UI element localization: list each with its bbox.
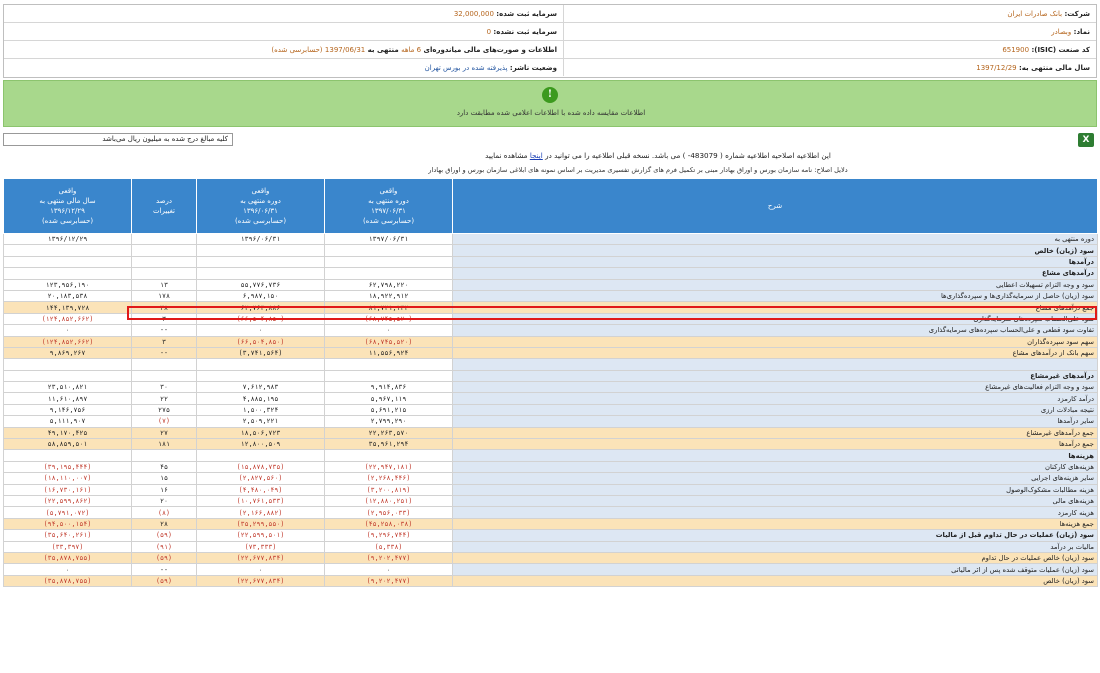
cell-description: سود و وجه التزام تسهیلات اعطایی [453, 279, 1098, 290]
symbol-link[interactable]: وبصادر [1051, 28, 1072, 36]
publisher-status-cell [4, 59, 564, 76]
cell-prior-period [197, 268, 325, 279]
cell-year-actual: ۵۸,۸۵۹,۵۰۱ [4, 439, 132, 450]
cell-description: درآمدهای غیرمشاع [453, 370, 1098, 381]
info-row [4, 23, 1096, 41]
cell-change-percent: ۲۷۵ [132, 404, 197, 415]
cell-description: هزینه‌های مالی [453, 495, 1098, 506]
cell-current-period: (۹,۲۰۲,۴۷۷) [325, 552, 453, 563]
cell-current-period: (۲۲,۹۴۷,۱۸۱) [325, 461, 453, 472]
info-row [4, 41, 1096, 59]
cell-current-period: (۶۸,۷۴۵,۵۲۰) [325, 336, 453, 347]
cell-change-percent: ۳۸ [132, 302, 197, 313]
cell-year-actual: (۳۳,۳۹۷) [4, 541, 132, 552]
cell-description: هزینه‌ها [453, 450, 1098, 461]
cell-prior-period: ۱۲,۸۰۰,۵۰۹ [197, 439, 325, 450]
cell-change-percent: ۱۵ [132, 473, 197, 484]
cell-description: سود (زیان) خالص [453, 575, 1098, 586]
fiscal-year-value: 1397/12/29 [976, 64, 1017, 72]
table-row [4, 404, 1098, 415]
cell-current-period: ۲۲,۲۶۳,۵۷۰ [325, 427, 453, 438]
cell-change-percent: (۸) [132, 507, 197, 518]
cell-prior-period: ۱۸,۵۰۶,۷۲۳ [197, 427, 325, 438]
cell-current-period: ۶۲,۷۹۸,۲۲۰ [325, 279, 453, 290]
cell-current-period: (۶۸,۷۴۵,۵۲۰) [325, 313, 453, 324]
income-statement-table [3, 178, 1098, 587]
cell-year-actual: (۱۲۴,۸۵۲,۶۶۲) [4, 336, 132, 347]
table-row [4, 507, 1098, 518]
cell-prior-period: (۴,۴۸۰,۰۴۹) [197, 484, 325, 495]
cell-current-period: ۵,۶۹۱,۲۱۵ [325, 404, 453, 415]
cell-year-actual [4, 359, 132, 370]
cell-current-period [325, 359, 453, 370]
col-header-prior-period: واقعی دوره منتهی به ۱۳۹۶/۰۶/۳۱ (حسابرسی شده) [197, 179, 325, 234]
cell-change-percent: -- [132, 325, 197, 336]
cell-current-period: (۴۵,۲۵۸,۰۳۸) [325, 518, 453, 529]
cell-year-actual: ۱۲۳,۹۵۶,۱۹۰ [4, 279, 132, 290]
company-cell [564, 5, 1096, 22]
previous-version-link[interactable]: اینجا [529, 151, 543, 160]
statement-status: (حسابرسی شده) [271, 46, 323, 54]
notice-number: ( 483079- ) [682, 151, 723, 160]
cell-year-actual: (۱۲۴,۸۵۲,۶۶۲) [4, 313, 132, 324]
fiscal-year-label: سال مالی منتهی به: [1019, 64, 1090, 72]
cell-prior-period: ۰ [197, 564, 325, 575]
cell-year-actual: ۰ [4, 325, 132, 336]
table-row [4, 575, 1098, 586]
col-header-description: شرح [453, 179, 1098, 234]
cell-current-period: (۹,۲۰۲,۴۷۷) [325, 575, 453, 586]
cell-prior-period: ۱,۵۰۰,۳۲۴ [197, 404, 325, 415]
registered-capital-value: 32,000,000 [453, 10, 494, 18]
table-row [4, 473, 1098, 484]
notice-pre: این اطلاعیه اصلاحیه اطلاعیه شماره [725, 151, 831, 160]
isic-label: کد صنعت (ISIC): [1031, 46, 1090, 54]
table-row [4, 336, 1098, 347]
cell-description: جمع درآمدهای مشاع [453, 302, 1098, 313]
cell-change-percent: (۷) [132, 416, 197, 427]
table-row [4, 393, 1098, 404]
cell-description: سود (زیان) خالص [453, 245, 1098, 256]
statement-end-label: منتهی به [367, 46, 399, 54]
cell-change-percent: ۳۰ [132, 382, 197, 393]
cell-change-percent: ۲۷ [132, 427, 197, 438]
cell-description: سایر درآمدها [453, 416, 1098, 427]
table-row [4, 495, 1098, 506]
cell-current-period: ۳۵,۹۶۱,۲۹۴ [325, 439, 453, 450]
publisher-status-label: وضعیت ناشر: [509, 64, 557, 72]
statement-period: 6 ماهه [401, 46, 422, 54]
cell-prior-period: ۲,۵۰۹,۲۲۱ [197, 416, 325, 427]
cell-prior-period: (۲۲,۵۹۹,۵۰۱) [197, 530, 325, 541]
cell-prior-period: ۶,۹۸۷,۱۵۰ [197, 290, 325, 301]
cell-change-percent [132, 370, 197, 381]
cell-change-percent [132, 450, 197, 461]
cell-description: تفاوت سود قطعی و علی‌الحساب سپرده‌های سرمایه‌گذاری [453, 325, 1098, 336]
statement-end-date: 1397/06/31 [324, 46, 366, 54]
cell-year-actual: ۴۹,۱۷۰,۴۲۵ [4, 427, 132, 438]
cell-change-percent [132, 234, 197, 245]
cell-change-percent: ۲۸ [132, 518, 197, 529]
cell-description: سایر هزینه‌های اجرایی [453, 473, 1098, 484]
table-row [4, 427, 1098, 438]
correction-reason: دلایل اصلاح: نامه سازمان بورس و اوراق بهادار مبنی بر تکمیل فرم های گزارش تفسیری مدیریت بر اساس نمونه های ابلاغی سازمان بورس و اوراق بهادار [428, 166, 848, 174]
cell-prior-period: (۱۵,۸۷۸,۷۳۵) [197, 461, 325, 472]
cell-prior-period [197, 245, 325, 256]
table-row [4, 564, 1098, 575]
cell-year-actual: ۰ [4, 564, 132, 575]
cell-prior-period: (۶۶,۵۰۴,۸۵۰) [197, 313, 325, 324]
cell-description: سود (زیان) حاصل از سرمایه‌گذاری‌ها و سپرده‌گذاری‌ها [453, 290, 1098, 301]
cell-year-actual: ۹,۱۴۶,۷۵۶ [4, 404, 132, 415]
excel-icon[interactable]: X [1078, 133, 1094, 147]
symbol-cell [564, 23, 1096, 40]
cell-description: سهم بانک از درآمدهای مشاع [453, 347, 1098, 358]
cell-current-period: ۰ [325, 325, 453, 336]
registered-capital-cell [4, 5, 564, 22]
cell-year-actual: ۱۳۹۶/۱۲/۲۹ [4, 234, 132, 245]
table-row [4, 370, 1098, 381]
cell-description: سود علی‌الحساب سپرده‌های سرمایه‌گذاری [453, 313, 1098, 324]
cell-year-actual [4, 450, 132, 461]
cell-change-percent [132, 256, 197, 267]
cell-description: جمع درآمدها [453, 439, 1098, 450]
cell-prior-period: (۷۳,۳۳۳) [197, 541, 325, 552]
cell-prior-period: (۳۵,۲۹۹,۵۵۰) [197, 518, 325, 529]
cell-change-percent: ۱۷۸ [132, 290, 197, 301]
cell-current-period: (۲,۲۶۸,۴۴۶) [325, 473, 453, 484]
cell-year-actual: (۵,۷۹۱,۰۷۲) [4, 507, 132, 518]
cell-description: درآمدها [453, 256, 1098, 267]
cell-change-percent: (۵۹) [132, 552, 197, 563]
cell-prior-period: ۶۲,۷۶۳,۸۸۶ [197, 302, 325, 313]
cell-current-period: (۱۲,۸۸۰,۲۵۱) [325, 495, 453, 506]
cell-description: جمع هزینه‌ها [453, 518, 1098, 529]
cell-year-actual: ۵,۱۱۱,۹۰۷ [4, 416, 132, 427]
table-row [4, 450, 1098, 461]
cell-prior-period: (۶۶,۵۰۴,۸۵۰) [197, 336, 325, 347]
col-header-current-period: واقعی دوره منتهی به ۱۳۹۷/۰۶/۳۱ (حسابرسی شده) [325, 179, 453, 234]
cell-description: هزینه‌های کارکنان [453, 461, 1098, 472]
cell-description: درآمد کارمزد [453, 393, 1098, 404]
cell-change-percent: (۵۹) [132, 530, 197, 541]
check-icon: ! [542, 87, 558, 103]
cell-description: سود (زیان) خالص عملیات در حال تداوم [453, 552, 1098, 563]
info-row [4, 59, 1096, 77]
correction-notice [240, 151, 1076, 160]
cell-prior-period: ۰ [197, 325, 325, 336]
company-info-panel [3, 4, 1097, 78]
cell-prior-period: (۱۰,۷۶۱,۵۳۳) [197, 495, 325, 506]
cell-year-actual: ۱۴۴,۱۳۹,۷۲۸ [4, 302, 132, 313]
cell-year-actual: (۳۵,۶۴۰,۲۶۱) [4, 530, 132, 541]
cell-current-period: ۲,۷۹۹,۲۹۰ [325, 416, 453, 427]
table-row [4, 382, 1098, 393]
cell-year-actual: (۱۶,۷۳۰,۱۶۱) [4, 484, 132, 495]
cell-current-period: ۸۱,۷۲۱,۱۳۲ [325, 302, 453, 313]
company-name-link[interactable]: بانک صادرات ایران [1007, 10, 1063, 18]
cell-year-actual: ۱۱,۶۱۰,۸۹۷ [4, 393, 132, 404]
table-header-row [4, 179, 1098, 234]
cell-change-percent: ۱۶ [132, 484, 197, 495]
isic-value: 651900 [1002, 46, 1030, 54]
cell-prior-period: (۲,۸۲۷,۵۶۰) [197, 473, 325, 484]
cell-description: سود (زیان) عملیات متوقف شده پس از اثر مالیاتی [453, 564, 1098, 575]
notice-post: مشاهده نمایید [485, 151, 528, 160]
cell-year-actual: ۹,۸۶۹,۲۶۷ [4, 347, 132, 358]
cell-prior-period: ۴,۸۸۵,۱۹۵ [197, 393, 325, 404]
cell-current-period: ۵,۹۶۷,۱۱۹ [325, 393, 453, 404]
table-row [4, 530, 1098, 541]
cell-prior-period [197, 450, 325, 461]
cell-description: هزینه کارمزد [453, 507, 1098, 518]
cell-current-period [325, 268, 453, 279]
cell-year-actual [4, 256, 132, 267]
col-header-year-actual: واقعی سال مالی منتهی به ۱۳۹۶/۱۲/۲۹ (حسابرسی شده) [4, 179, 132, 234]
registered-capital-label: سرمایه ثبت شده: [496, 10, 557, 18]
symbol-label: نماد: [1073, 28, 1090, 36]
cell-description: هزینه مطالبات مشکوک‌الوصول [453, 484, 1098, 495]
table-row [4, 325, 1098, 336]
unregistered-capital-label: سرمایه ثبت نشده: [493, 28, 557, 36]
col-header-change-percent: درصد تغییرات [132, 179, 197, 234]
table-row [4, 279, 1098, 290]
cell-current-period: ۱۳۹۷/۰۶/۳۱ [325, 234, 453, 245]
cell-description: سهم سود سپرده‌گذاران [453, 336, 1098, 347]
cell-year-actual: (۳۵,۸۷۸,۷۵۵) [4, 575, 132, 586]
statement-title-cell [4, 41, 564, 58]
cell-description: مالیات بر درآمد [453, 541, 1098, 552]
cell-year-actual: (۳۵,۸۷۸,۷۵۵) [4, 552, 132, 563]
statement-label: اطلاعات و صورت‌های مالی میاندوره‌ای [423, 46, 557, 54]
units-note: کلیه مبالغ درج شده به میلیون ریال می‌باشد [3, 133, 233, 146]
cell-prior-period: (۳,۷۴۱,۵۶۴) [197, 347, 325, 358]
cell-description: سود (زیان) عملیات در حال تداوم قبل از مالیات [453, 530, 1098, 541]
cell-prior-period: ۷,۶۱۲,۹۸۳ [197, 382, 325, 393]
table-row [4, 359, 1098, 370]
table-row [4, 552, 1098, 563]
cell-prior-period [197, 370, 325, 381]
table-row [4, 302, 1098, 313]
cell-change-percent: ۱۳ [132, 279, 197, 290]
cell-change-percent [132, 268, 197, 279]
cell-prior-period: (۲,۱۶۶,۸۸۲) [197, 507, 325, 518]
cell-year-actual: (۳۹,۱۹۵,۴۴۴) [4, 461, 132, 472]
table-row [4, 461, 1098, 472]
cell-description: درآمدهای مشاع [453, 268, 1098, 279]
cell-year-actual: (۹۴,۵۰۰,۱۵۴) [4, 518, 132, 529]
table-row [4, 541, 1098, 552]
cell-current-period [325, 245, 453, 256]
cell-change-percent: ۱۸۱ [132, 439, 197, 450]
table-row [4, 347, 1098, 358]
isic-cell [564, 41, 1096, 58]
cell-current-period: ۹,۹۱۴,۸۳۶ [325, 382, 453, 393]
cell-change-percent: -- [132, 564, 197, 575]
cell-change-percent: (۹۱) [132, 541, 197, 552]
cell-change-percent: ۳ [132, 313, 197, 324]
table-row [4, 234, 1098, 245]
unregistered-capital-value: 0 [486, 28, 492, 36]
cell-change-percent [132, 359, 197, 370]
cell-current-period [325, 450, 453, 461]
cell-year-actual [4, 245, 132, 256]
table-row [4, 313, 1098, 324]
cell-current-period: (۹,۲۹۶,۷۴۴) [325, 530, 453, 541]
table-body [4, 234, 1098, 587]
validation-message: اطلاعات مقایسه داده شده با اطلاعات اعلامی شده مطابقت دارد [456, 109, 646, 117]
cell-year-actual [4, 268, 132, 279]
table-row [4, 245, 1098, 256]
cell-current-period: (۵,۳۳۸) [325, 541, 453, 552]
cell-prior-period: (۲۲,۶۷۷,۸۳۴) [197, 575, 325, 586]
cell-current-period: (۳,۲۰۰,۸۱۹) [325, 484, 453, 495]
cell-current-period: (۲,۹۵۶,۰۳۳) [325, 507, 453, 518]
cell-change-percent: ۲۲ [132, 393, 197, 404]
cell-current-period: ۰ [325, 564, 453, 575]
table-row [4, 256, 1098, 267]
table-row [4, 290, 1098, 301]
cell-prior-period [197, 256, 325, 267]
validation-banner [3, 80, 1097, 127]
cell-description: دوره منتهی به [453, 234, 1098, 245]
table-row [4, 439, 1098, 450]
cell-year-actual: ۲۳,۵۱۰,۸۲۱ [4, 382, 132, 393]
table-row [4, 416, 1098, 427]
table-row [4, 484, 1098, 495]
cell-change-percent [132, 245, 197, 256]
cell-year-actual: (۲۲,۵۹۹,۸۶۲) [4, 495, 132, 506]
cell-prior-period: ۱۳۹۶/۰۶/۳۱ [197, 234, 325, 245]
company-label: شرکت: [1064, 10, 1090, 18]
info-row [4, 5, 1096, 23]
cell-year-actual: (۱۸,۱۱۰,۰۰۷) [4, 473, 132, 484]
cell-change-percent: (۵۹) [132, 575, 197, 586]
table-row [4, 518, 1098, 529]
publisher-status-value: پذیرفته شده در بورس تهران [424, 64, 508, 72]
cell-current-period: ۱۱,۵۵۶,۹۲۴ [325, 347, 453, 358]
cell-prior-period [197, 359, 325, 370]
cell-change-percent: ۴۵ [132, 461, 197, 472]
cell-description: سود و وجه التزام فعالیت‌های غیرمشاع [453, 382, 1098, 393]
cell-current-period [325, 256, 453, 267]
cell-prior-period: (۲۲,۶۷۷,۸۳۴) [197, 552, 325, 563]
cell-change-percent: -- [132, 347, 197, 358]
cell-change-percent: ۳ [132, 336, 197, 347]
cell-description [453, 359, 1098, 370]
cell-current-period [325, 370, 453, 381]
cell-change-percent: ۲۰ [132, 495, 197, 506]
table-row [4, 268, 1098, 279]
cell-description: نتیجه مبادلات ارزی [453, 404, 1098, 415]
cell-year-actual: ۲۰,۱۸۳,۵۳۸ [4, 290, 132, 301]
cell-current-period: ۱۸,۹۲۲,۹۱۲ [325, 290, 453, 301]
cell-prior-period: ۵۵,۷۷۶,۷۳۶ [197, 279, 325, 290]
cell-year-actual [4, 370, 132, 381]
notice-mid: می باشد. نسخه قبلی اطلاعیه را می توانید در [545, 151, 681, 160]
unregistered-capital-cell [4, 23, 564, 40]
cell-description: جمع درآمدهای غیرمشاع [453, 427, 1098, 438]
fiscal-year-cell [564, 59, 1096, 76]
